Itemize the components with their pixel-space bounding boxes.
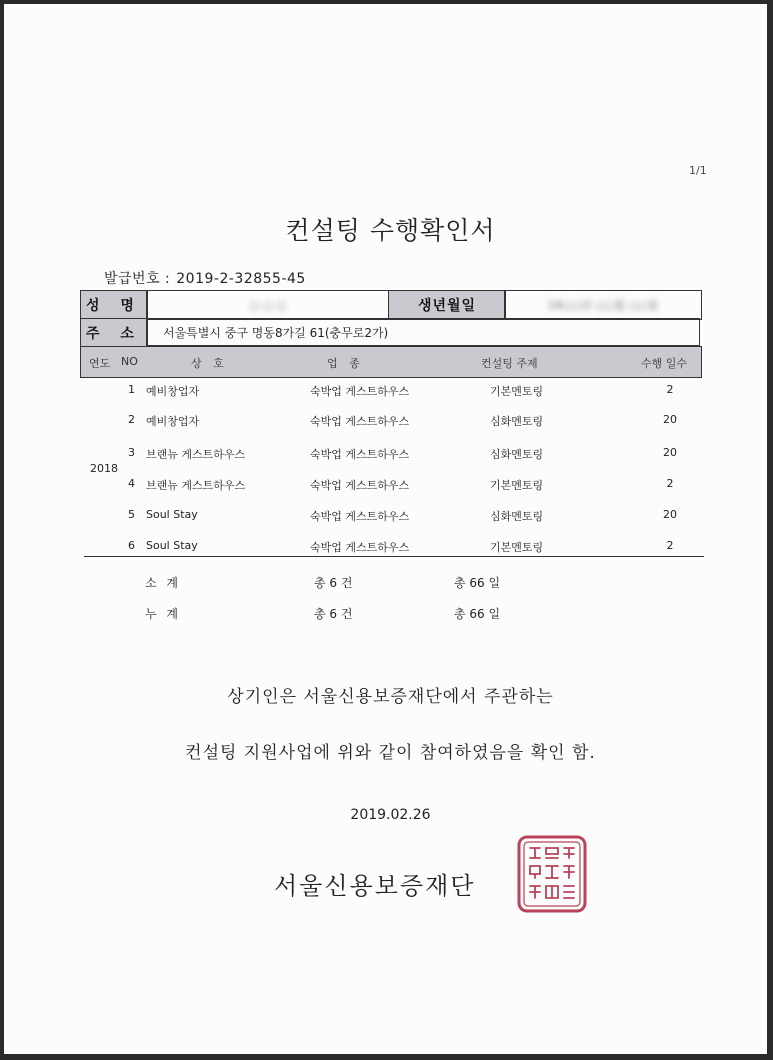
page-number: 1/1 — [689, 164, 707, 177]
header-industry: 업 종 — [327, 357, 364, 370]
row-days: 20 — [663, 446, 677, 459]
total-count: 총 6 건 — [314, 607, 353, 621]
table-row — [84, 505, 704, 525]
row-no: 4 — [128, 477, 135, 490]
row-days: 2 — [666, 539, 674, 552]
row-company: 브랜뉴 게스트하우스 — [146, 479, 246, 492]
year-cell: 2018 — [90, 462, 118, 475]
issuer-name: 서울신용보증재단 — [274, 872, 476, 900]
statement-line-1: 상기인은 서울신용보증재단에서 주관하는 — [227, 687, 554, 707]
name-label: 성 명 — [80, 290, 148, 320]
row-company: 브랜뉴 게스트하우스 — [146, 448, 246, 461]
row-no: 3 — [128, 446, 135, 459]
official-seal-icon — [516, 834, 588, 914]
row-industry: 숙박업 게스트하우스 — [310, 385, 410, 398]
row-days: 2 — [666, 383, 674, 396]
row-no: 1 — [128, 383, 135, 396]
address-label: 주 소 — [80, 318, 148, 348]
row-topic: 기본멘토링 — [490, 541, 544, 554]
document-title: 컨설팅 수행확인서 — [285, 216, 496, 245]
issue-number — [104, 268, 306, 288]
row-topic: 심화멘토링 — [490, 448, 544, 461]
name-value — [146, 290, 390, 320]
row-company: 예비창업자 — [146, 415, 200, 428]
subtotal-days: 총 66 일 — [454, 576, 501, 590]
birth-value-text: 19○○년 ○○월 ○○일 — [547, 299, 659, 312]
header-no: NO — [121, 355, 138, 368]
row-industry: 숙박업 게스트하우스 — [310, 415, 410, 428]
subtotal-count: 총 6 건 — [314, 576, 353, 590]
table-row — [84, 443, 704, 463]
row-no: 5 — [128, 508, 135, 521]
issue-date: 2019.02.26 — [350, 807, 431, 823]
issue-number-value: 2019-2-32855-45 — [176, 271, 306, 287]
row-company: 예비창업자 — [146, 385, 200, 398]
birth-value — [504, 290, 702, 320]
table-row — [84, 474, 704, 494]
table-row — [84, 380, 704, 400]
row-industry: 숙박업 게스트하우스 — [310, 479, 410, 492]
address-value: 서울특별시 중구 명동8가길 61(충무로2가) — [146, 318, 700, 346]
table-row — [84, 536, 704, 556]
table-bottom-rule — [84, 556, 704, 557]
name-value-text: ○ ○ ○ — [250, 298, 286, 312]
row-company: Soul Stay — [146, 539, 198, 552]
row-topic: 심화멘토링 — [490, 415, 544, 428]
total-label: 누 계 — [145, 607, 181, 621]
header-topic: 컨설팅 주제 — [481, 357, 538, 370]
subtotal-label: 소 계 — [145, 576, 181, 590]
table-header — [80, 346, 702, 378]
row-days: 20 — [663, 508, 677, 521]
issue-number-label: 발급번호 : — [104, 271, 171, 287]
table-row — [84, 410, 704, 430]
row-industry: 숙박업 게스트하우스 — [310, 448, 410, 461]
row-company: Soul Stay — [146, 508, 198, 521]
birth-label: 생년월일 — [388, 290, 506, 320]
document-page — [4, 4, 767, 1054]
row-industry: 숙박업 게스트하우스 — [310, 541, 410, 554]
row-topic: 기본멘토링 — [490, 385, 544, 398]
total-days: 총 66 일 — [454, 607, 501, 621]
row-topic: 심화멘토링 — [490, 510, 544, 523]
row-industry: 숙박업 게스트하우스 — [310, 510, 410, 523]
header-days: 수행 일수 — [641, 357, 688, 370]
row-days: 2 — [666, 477, 674, 490]
header-year: 연도 — [89, 357, 111, 370]
header-company: 상 호 — [191, 357, 228, 370]
row-topic: 기본멘토링 — [490, 479, 544, 492]
statement-line-2: 컨설팅 지원사업에 위와 같이 참여하였음을 확인 함. — [185, 743, 596, 763]
row-no: 2 — [128, 413, 135, 426]
row-days: 20 — [663, 413, 677, 426]
row-no: 6 — [128, 539, 135, 552]
